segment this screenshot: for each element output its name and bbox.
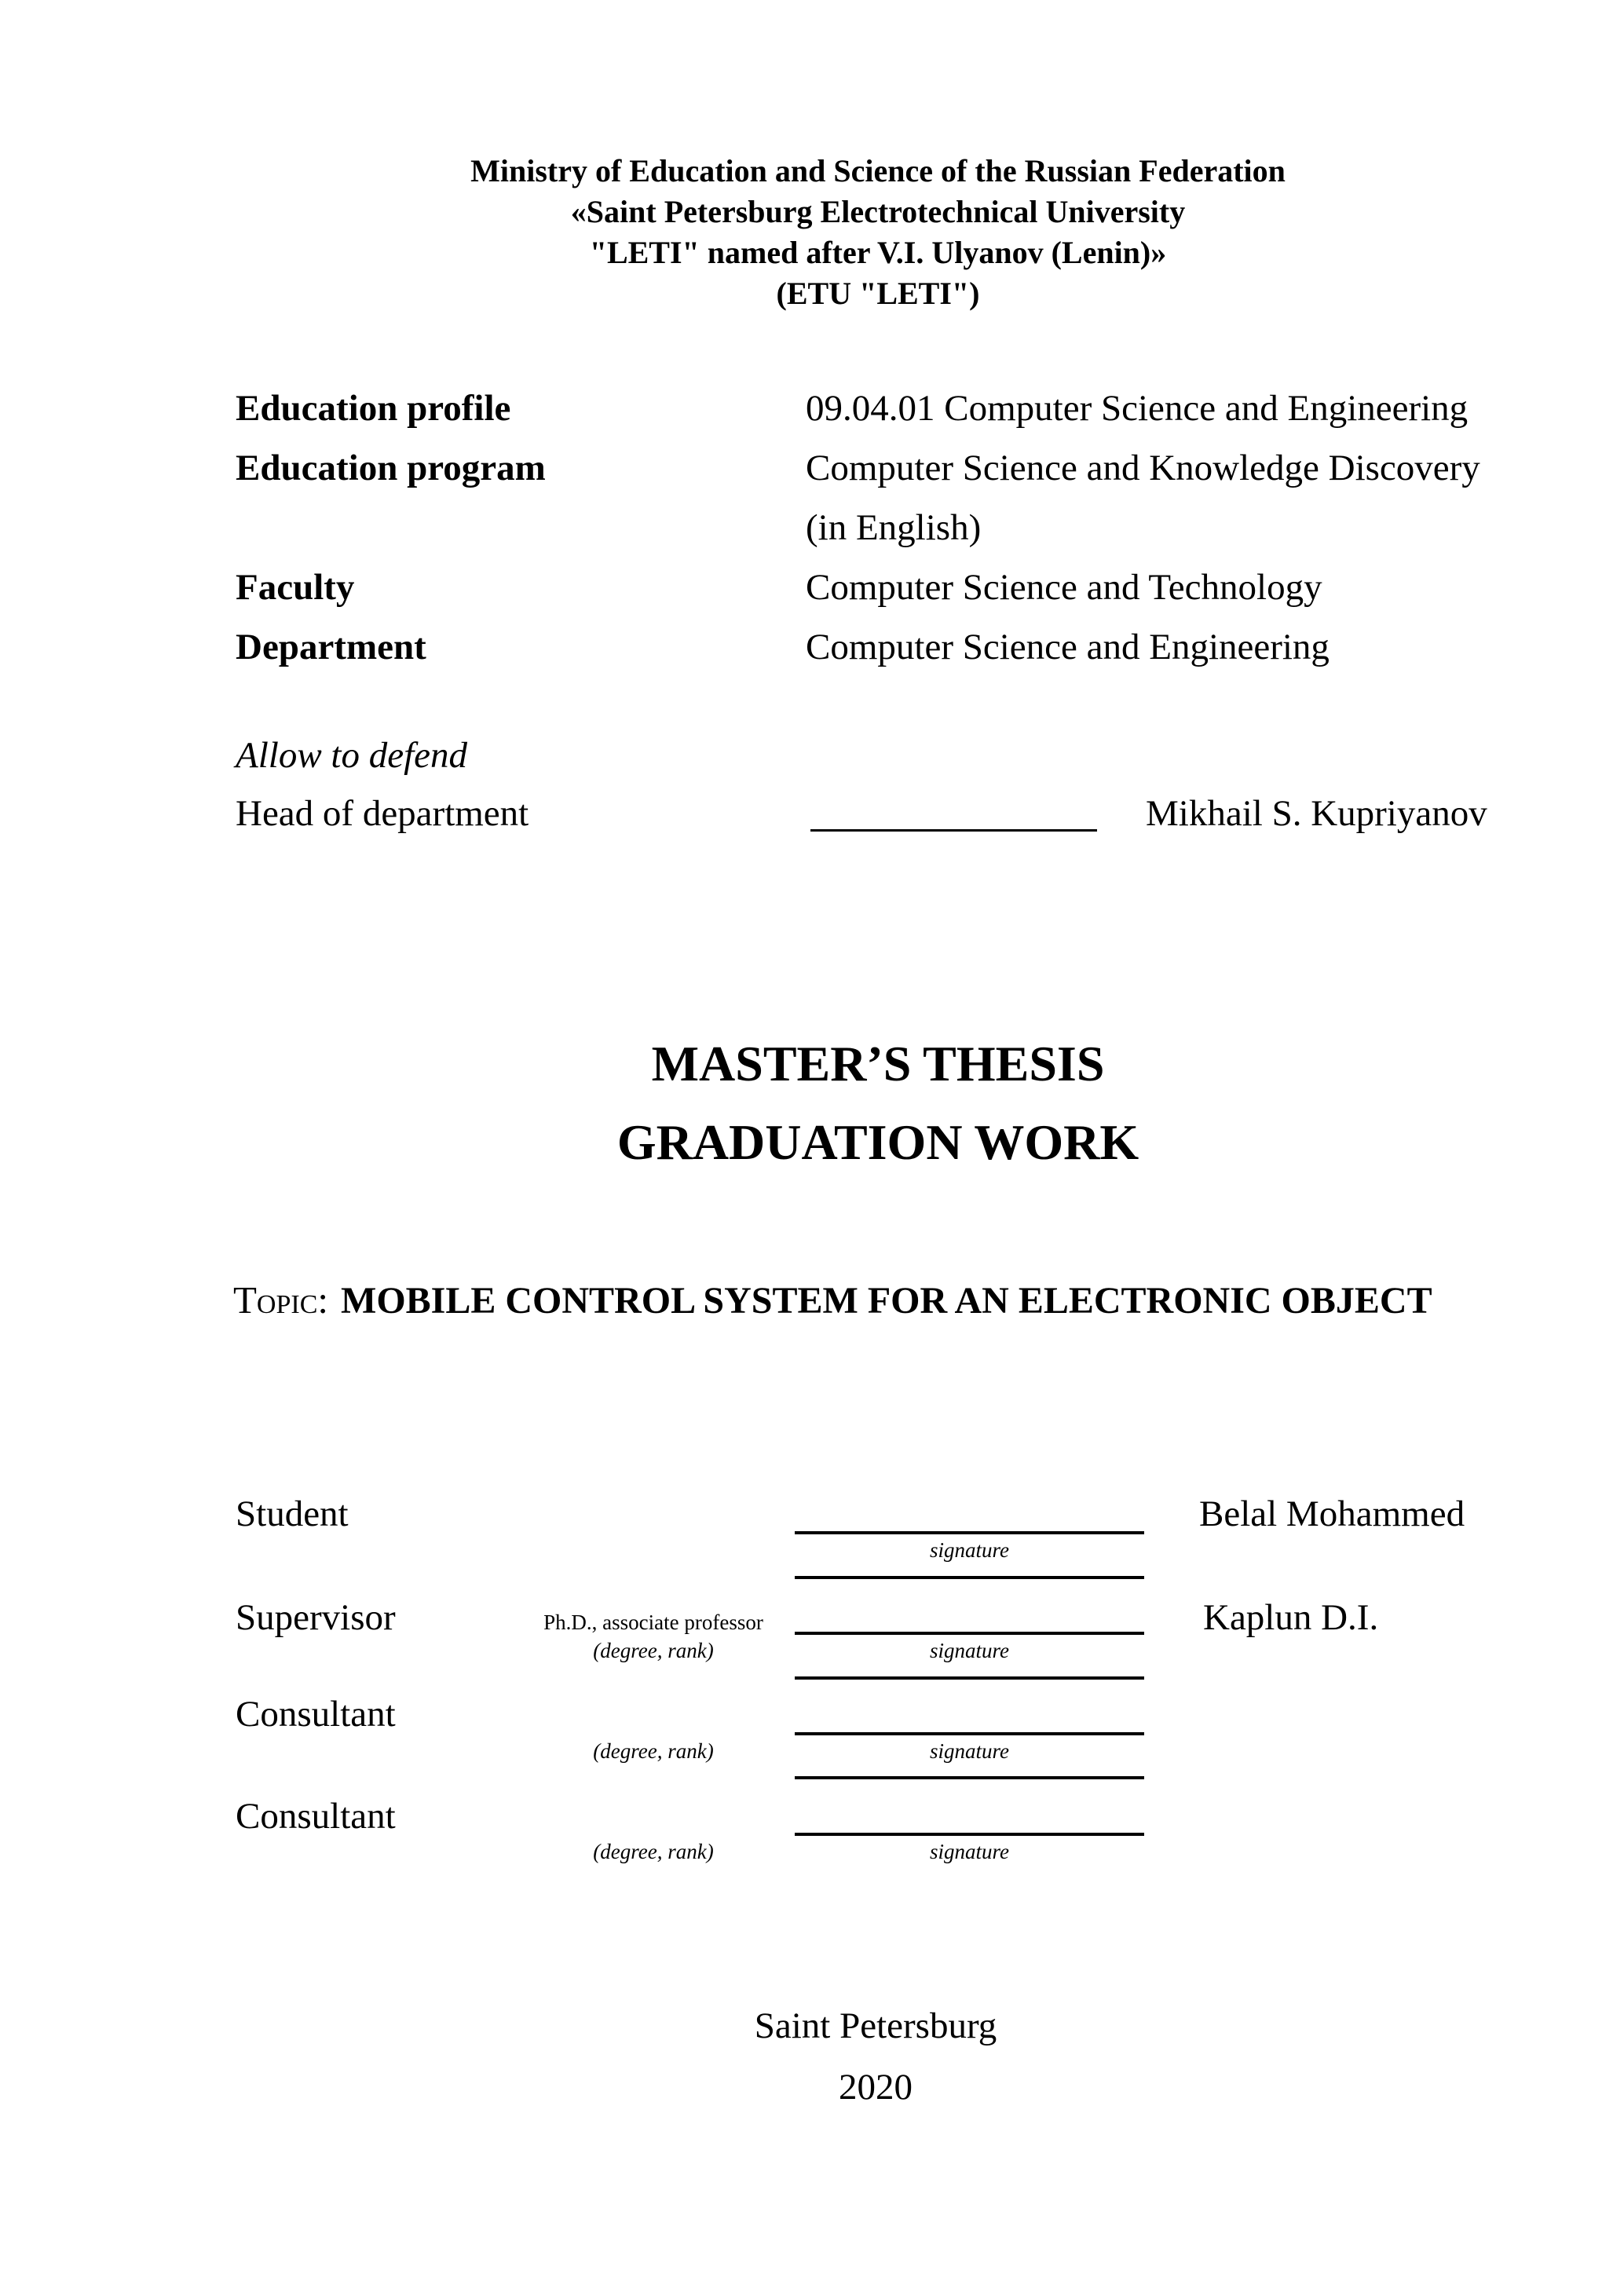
signature-line-supervisor bbox=[795, 1632, 1144, 1635]
signature-line-consultant-1 bbox=[795, 1732, 1144, 1735]
supervisor-degree-text: Ph.D., associate professor bbox=[543, 1610, 763, 1634]
topic-row bbox=[233, 1278, 1432, 1323]
signature-caption-supervisor: signature bbox=[930, 1639, 1009, 1662]
university-header bbox=[236, 151, 1520, 314]
signature-caption-consultant-1: signature bbox=[930, 1739, 1009, 1763]
info-label-faculty: Faculty bbox=[236, 567, 355, 608]
degree-caption-consultant-1: (degree, rank) bbox=[593, 1739, 714, 1763]
signature-line-student bbox=[795, 1531, 1144, 1534]
topic-label: Topic: bbox=[233, 1278, 329, 1322]
signature-role-supervisor: Supervisor bbox=[236, 1597, 396, 1638]
allow-to-defend-note: Allow to defend bbox=[236, 735, 468, 776]
thesis-title-subtitle: GRADUATION WORK bbox=[616, 1114, 1139, 1170]
divider-line-2 bbox=[795, 1676, 1144, 1680]
divider-line-3 bbox=[795, 1776, 1144, 1779]
degree-caption-consultant-2: (degree, rank) bbox=[593, 1840, 714, 1863]
header-line-university: «Saint Petersburg Electrotechnical University bbox=[570, 194, 1186, 229]
signature-role-consultant-1: Consultant bbox=[236, 1694, 396, 1735]
info-label-department: Department bbox=[236, 627, 426, 667]
signature-line-consultant-2 bbox=[795, 1833, 1144, 1836]
info-label-education-program: Education program bbox=[236, 448, 546, 488]
degree-caption-supervisor: (degree, rank) bbox=[593, 1639, 714, 1662]
info-label-education-profile: Education profile bbox=[236, 388, 511, 429]
header-line-etu: (ETU "LETI") bbox=[776, 276, 980, 311]
info-value-education-program: Computer Science and Knowledge Discovery bbox=[806, 448, 1480, 488]
supervisor-name: Kaplun D.I. bbox=[1203, 1597, 1379, 1638]
info-value-department: Computer Science and Engineering bbox=[806, 627, 1330, 667]
approver-role-label: Head of department bbox=[236, 793, 529, 834]
approval-signature-blank bbox=[810, 829, 1097, 832]
header-line-ministry: Ministry of Education and Science of the Russian Federation bbox=[470, 153, 1286, 188]
signature-role-student: Student bbox=[236, 1493, 349, 1534]
approver-name: Mikhail S. Kupriyanov bbox=[1146, 793, 1487, 834]
student-name: Belal Mohammed bbox=[1199, 1493, 1465, 1534]
info-value-in-english: (in English) bbox=[806, 507, 982, 548]
thesis-title-main: MASTER’S THESIS bbox=[651, 1036, 1105, 1091]
footer-year: 2020 bbox=[839, 2067, 913, 2108]
header-line-leti: "LETI" named after V.I. Ulyanov (Lenin)» bbox=[589, 235, 1167, 270]
footer-city: Saint Petersburg bbox=[754, 2005, 997, 2046]
topic-text: MOBILE CONTROL SYSTEM FOR AN ELECTRONIC OBJECT bbox=[341, 1280, 1432, 1322]
info-value-faculty: Computer Science and Technology bbox=[806, 567, 1322, 608]
signature-caption-consultant-2: signature bbox=[930, 1840, 1009, 1863]
divider-line-1 bbox=[795, 1576, 1144, 1579]
signature-caption-student: signature bbox=[930, 1538, 1009, 1562]
signature-role-consultant-2: Consultant bbox=[236, 1796, 396, 1837]
info-value-education-profile: 09.04.01 Computer Science and Engineering bbox=[806, 388, 1469, 429]
